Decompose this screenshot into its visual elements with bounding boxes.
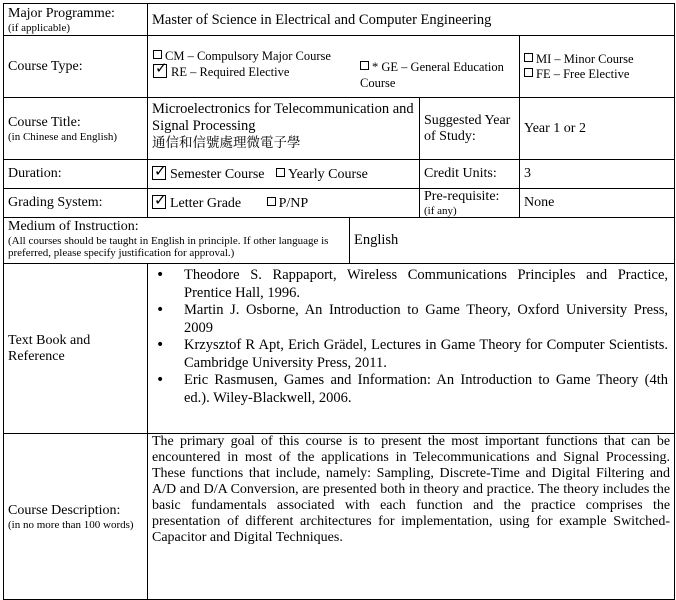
- letter-grade-checkbox-checked[interactable]: [152, 195, 166, 209]
- pnp-checkbox[interactable]: [267, 197, 276, 206]
- medium-label-cell: [4, 218, 350, 264]
- reference-item: • Theodore S. Rappaport, Wireless Communications Principles and Practice, Prentice Hall, 1996.: [184, 267, 668, 302]
- prereq-value: None: [520, 189, 675, 218]
- option-ge[interactable]: [360, 59, 519, 91]
- grading-row: [4, 189, 675, 218]
- major-sublabel: (if applicable): [8, 21, 70, 34]
- yearly-label: Yearly Course: [287, 166, 368, 182]
- medium-value: English: [350, 218, 675, 264]
- re-label: RE – Required Elective: [171, 65, 290, 79]
- description-label: Course Description:: [8, 502, 121, 518]
- duration-options: [148, 160, 420, 189]
- course-form-table: [3, 3, 675, 600]
- letter-grade-label: Letter Grade: [170, 195, 242, 211]
- course-type-options: [148, 36, 520, 98]
- year-of-study-label: Suggested Year of Study:: [420, 98, 520, 160]
- reference-item: • Martin J. Osborne, An Introduction to Game Theory, Oxford University Press, 2009: [184, 302, 668, 337]
- option-re[interactable]: [153, 64, 331, 79]
- major-value: Master of Science in Electrical and Computer Engineering: [148, 4, 675, 36]
- course-title-en: Microelectronics for Telecommunication and Signal Processing: [152, 101, 414, 134]
- major-row: [4, 4, 675, 36]
- ge-checkbox[interactable]: [360, 61, 369, 70]
- option-fe[interactable]: [524, 67, 670, 82]
- duration-row: [4, 160, 675, 189]
- description-sublabel: (in no more than 100 words): [8, 518, 134, 531]
- course-type-label: Course Type:: [4, 36, 148, 98]
- fe-checkbox[interactable]: [524, 68, 533, 77]
- re-checkbox-checked[interactable]: [153, 64, 167, 78]
- course-type-options-right: [520, 36, 675, 98]
- description-row: [4, 434, 675, 600]
- prereq-label: Pre-requisite:: [424, 189, 500, 204]
- credit-units-value: 3: [520, 160, 675, 189]
- medium-row: [4, 218, 675, 264]
- description-label-cell: [4, 434, 148, 600]
- course-title-zh: 通信和信號處理微電子學: [152, 135, 301, 151]
- option-semester[interactable]: [152, 167, 264, 182]
- ge-label: * GE – General Education Course: [360, 60, 504, 90]
- duration-label: Duration:: [4, 160, 148, 189]
- major-label: Major Programme:: [8, 5, 115, 21]
- option-cm[interactable]: [153, 49, 331, 63]
- course-title-label-cell: [4, 98, 148, 160]
- pnp-label: P/NP: [278, 195, 309, 211]
- medium-sublabel: (All courses should be taught in English in principle. If other language is preferred, please specify justification for approval.): [8, 235, 329, 259]
- semester-checkbox-checked[interactable]: [152, 166, 166, 180]
- course-title-label: Course Title:: [8, 114, 81, 130]
- cm-label: CM – Compulsory Major Course: [165, 49, 331, 63]
- year-of-study-value: Year 1 or 2: [520, 98, 675, 160]
- prereq-label-cell: [420, 189, 520, 218]
- option-pnp[interactable]: [267, 196, 309, 211]
- option-letter-grade[interactable]: [152, 196, 241, 211]
- cm-checkbox[interactable]: [153, 50, 162, 59]
- course-type-row: [4, 36, 675, 98]
- semester-label: Semester Course: [170, 166, 265, 182]
- prereq-sublabel: (if any): [424, 205, 457, 217]
- mi-label: MI – Minor Course: [536, 51, 634, 66]
- grading-label: Grading System:: [4, 189, 148, 218]
- grading-options: [148, 189, 420, 218]
- reference-item: • Krzysztof R Apt, Erich Grädel, Lectures in Game Theory for Computer Scientists. Cambridge University Press, 2011.: [184, 337, 668, 372]
- medium-label: Medium of Instruction:: [8, 219, 139, 234]
- yearly-checkbox[interactable]: [276, 168, 285, 177]
- option-yearly[interactable]: [276, 167, 368, 182]
- major-label-cell: [4, 4, 148, 36]
- textbook-label: Text Book and Reference: [4, 264, 148, 434]
- reference-item: • Eric Rasmusen, Games and Information: An Introduction to Game Theory (4th ed.). Wiley-Blackwell, 2006.: [184, 372, 668, 407]
- reference-list: [154, 267, 668, 407]
- description-text: The primary goal of this course is to present the most important functions that can be encountered in most of the applications in Telecommunications and Signal Processing. These functions that include, namely: Sampling, Discrete-Time and Digital Filtering and A/D and D/A Conversion, are presented both in theory and practice. The theory includes the basic fundamentals associated with each function and the practice comprises the presentation of different architectures for implementation, using for example Switched-Capacitor and Digital Techniques.: [148, 434, 675, 600]
- textbook-row: [4, 264, 675, 434]
- course-title-value-cell: [148, 98, 420, 160]
- option-mi[interactable]: [524, 52, 670, 67]
- mi-checkbox[interactable]: [524, 53, 533, 62]
- course-title-row: [4, 98, 675, 160]
- textbook-refs-cell: [148, 264, 675, 434]
- credit-units-label: Credit Units:: [420, 160, 520, 189]
- course-title-sublabel: (in Chinese and English): [8, 130, 118, 143]
- fe-label: FE – Free Elective: [536, 66, 630, 81]
